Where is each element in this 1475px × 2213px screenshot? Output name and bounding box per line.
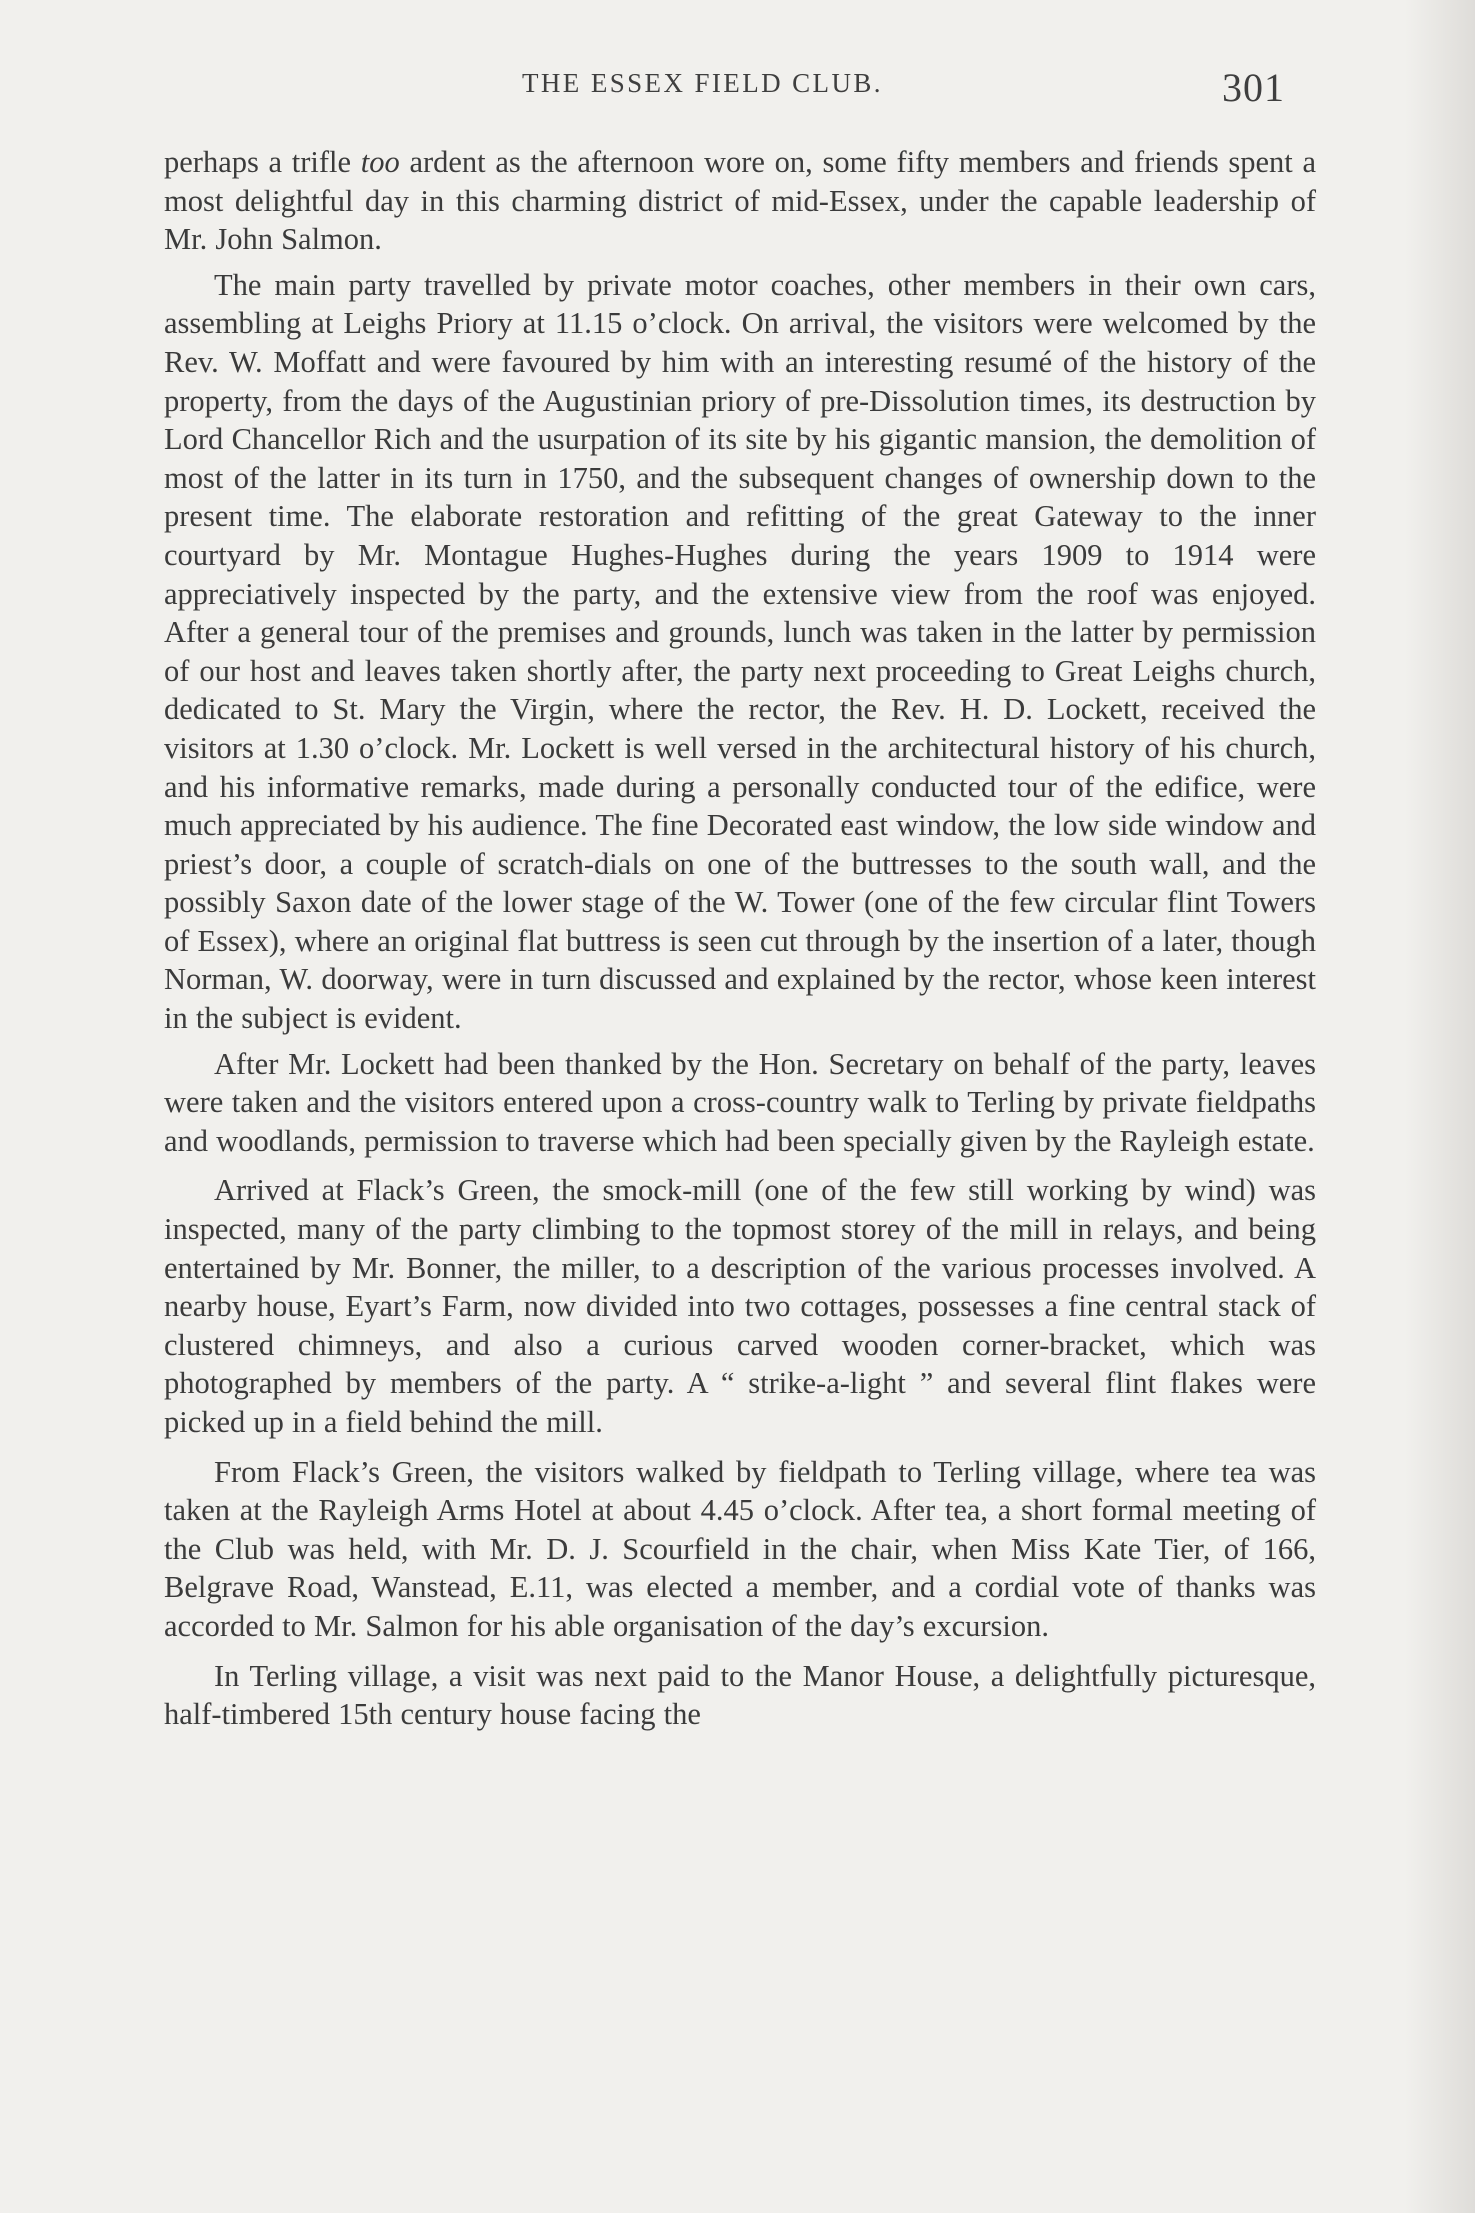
paragraph-4: Arrived at Flack’s Green, the smock-mill (one of the few still working by wind) was inspected, many of the party climbing to the topmost storey of the mill in relays, and being entertained by Mr. Bonner, the miller, to a description of the various processes involved. A nearby house, Eyart’s Farm, now divided into two cottages, possesses a fine central stack of clustered chimneys, and also a curious carved wooden corner-bracket, which was photographed by members of the party. A “ strike-a-light ” and several flint flakes were picked up in a field behind the mill. [164, 1173, 1316, 1439]
page-edge-shadow [1405, 0, 1475, 2213]
paragraph-2: The main party travelled by private motor coaches, other members in their own cars, assembling at Leighs Priory at 11.15 o’clock. On arrival, the visitors were welcomed by the Rev. W. Moffatt and were favoured by him with an interesting resumé of the history of the property, from the days of the Augustinian priory of pre-Dissolution times, its destruction by Lord Chancellor Rich and the usurpation of its site by his gigantic mansion, the demolition of most of the latter in its turn in 1750, and the subsequent changes of ownership down to the present time. The elaborate restoration and refitting of the great Gateway to the inner courtyard by Mr. Montague Hughes-Hughes during the years 1909 to 1914 were appreciatively inspected by the party, and the extensive view from the roof was enjoyed. After a general tour of the premises and grounds, lunch was taken in the latter by permission of our host and leaves taken shortly after, the party next proceeding to Great Leighs church, dedicated to St. Mary the Virgin, where the rector, the Rev. H. D. Lockett, received the visitors at 1.30 o’clock. Mr. Lockett is well versed in the architectural history of his church, and his informative remarks, made during a personally conducted tour of the edifice, were much appreciated by his audience. The fine Decorated east window, the low side window and priest’s door, a couple of scratch-dials on one of the buttresses to the south wall, and the possibly Saxon date of the lower stage of the W. Tower (one of the few circular flint Towers of Essex), where an original flat buttress is seen cut through by the insertion of a later, though Norman, W. doorway, were in turn discussed and explained by the rector, whose keen interest in the subject is evident. [164, 267, 1316, 1036]
running-head [0, 62, 1475, 122]
paragraph-3: After Mr. Lockett had been thanked by the Hon. Secretary on behalf of the party, leaves were taken and the visitors entered upon a cross-country walk to Terling by private fieldpaths and woodlands, permission to traverse which had been specially given by the Rayleigh estate. [164, 1046, 1316, 1158]
running-title: THE ESSEX FIELD CLUB. [522, 68, 883, 98]
paragraph-6: In Terling village, a visit was next paid to the Manor House, a delightfully picturesque, half-timbered 15th century house facing the [164, 1658, 1316, 1732]
page-number: 301 [1222, 65, 1285, 110]
paragraph-1 [164, 143, 1316, 259]
paragraph-1-italic: too [360, 145, 400, 179]
paragraph-1-lead: perhaps a trifle [164, 145, 361, 179]
paragraph-1-rest: ardent as the afternoon wore on, some fifty members and friends spent a most delightful day in this charming district of mid-Essex, under the capable leadership of Mr. John Salmon. [164, 145, 1316, 257]
paragraph-5: From Flack’s Green, the visitors walked by fieldpath to Terling village, where tea was taken at the Rayleigh Arms Hotel at about 4.45 o’clock. After tea, a short formal meeting of the Club was held, with Mr. D. J. Scourfield in the chair, when Miss Kate Tier, of 166, Belgrave Road, Wanstead, E.11, was elected a member, and a cordial vote of thanks was accorded to Mr. Salmon for his able organisation of the day’s excursion. [164, 1454, 1316, 1643]
body-text [164, 143, 1316, 1734]
